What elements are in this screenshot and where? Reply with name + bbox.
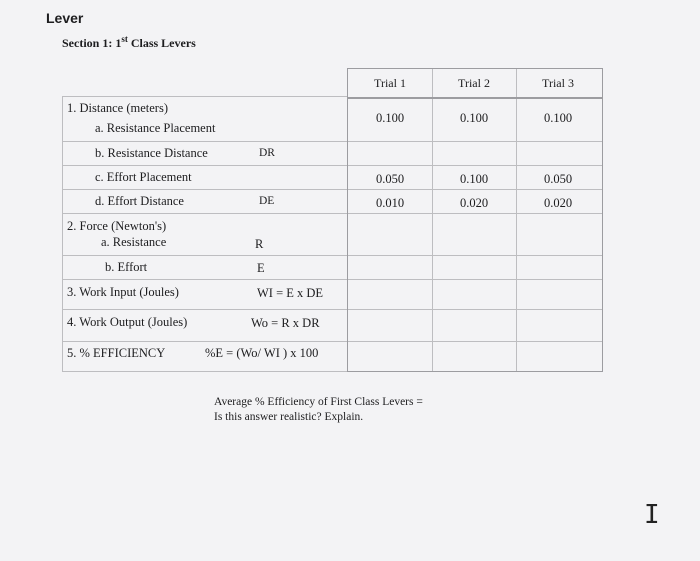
grid-row-line xyxy=(348,255,602,256)
r-symbol: R xyxy=(255,237,264,251)
effort-placement-trial-1: 0.050 xyxy=(375,172,405,186)
dr-symbol: DR xyxy=(259,147,275,159)
effort-distance-label: d. Effort Distance xyxy=(95,194,184,208)
resistance-distance-label: b. Resistance Distance xyxy=(95,146,208,160)
effort-distance-trial-1: 0.010 xyxy=(375,196,405,210)
section-heading xyxy=(62,34,196,51)
page-title: Lever xyxy=(46,10,84,26)
effort-distance-trial-2: 0.020 xyxy=(459,196,489,210)
trial-3-header: Trial 3 xyxy=(542,76,574,90)
force-effort-label: b. Effort xyxy=(105,260,148,274)
force-resistance-label: a. Resistance xyxy=(101,235,167,249)
work-output-formula: Wo = R x DR xyxy=(251,316,320,330)
row-labels-table xyxy=(62,96,348,372)
resistance-placement-trial-2: 0.100 xyxy=(459,111,489,125)
realistic-question: Is this answer realistic? Explain. xyxy=(214,411,364,423)
average-efficiency-prompt: Average % Efficiency of First Class Levers = xyxy=(214,396,423,408)
resistance-placement-label: a. Resistance Placement xyxy=(95,121,216,135)
work-output-label: 4. Work Output (Joules) xyxy=(67,315,188,329)
de-symbol: DE xyxy=(259,195,275,207)
section-prefix: Section 1: 1 xyxy=(62,36,122,50)
work-input-label: 3. Work Input (Joules) xyxy=(67,285,179,299)
distance-header: 1. Distance (meters) xyxy=(67,101,169,115)
resistance-placement-trial-3: 0.100 xyxy=(543,111,573,125)
grid-row-line xyxy=(348,213,602,214)
grid-row-line xyxy=(348,141,602,142)
force-header: 2. Force (Newton's) xyxy=(67,219,167,233)
trial-1-header: Trial 1 xyxy=(374,76,406,90)
effort-placement-trial-3: 0.050 xyxy=(543,172,573,186)
grid-row-line xyxy=(348,341,602,342)
grid-header-rule xyxy=(348,97,602,99)
section-suffix: Class Levers xyxy=(127,36,196,50)
effort-placement-trial-2: 0.100 xyxy=(459,172,489,186)
efficiency-label: 5. % EFFICIENCY xyxy=(67,346,166,360)
resistance-placement-trial-1: 0.100 xyxy=(375,111,405,125)
text-cursor-icon: I xyxy=(644,500,660,530)
trial-2-header: Trial 2 xyxy=(458,76,490,90)
grid-row-line xyxy=(348,165,602,166)
effort-distance-trial-3: 0.020 xyxy=(543,196,573,210)
grid-row-line xyxy=(348,189,602,190)
grid-row-line xyxy=(348,309,602,310)
trials-grid xyxy=(347,68,603,372)
section-superscript: st xyxy=(121,34,128,44)
efficiency-formula: %E = (Wo/ WI ) x 100 xyxy=(205,346,319,360)
effort-placement-label: c. Effort Placement xyxy=(95,170,192,184)
grid-row-line xyxy=(348,279,602,280)
work-input-formula: WI = E x DE xyxy=(257,286,324,300)
e-symbol: E xyxy=(257,261,265,275)
